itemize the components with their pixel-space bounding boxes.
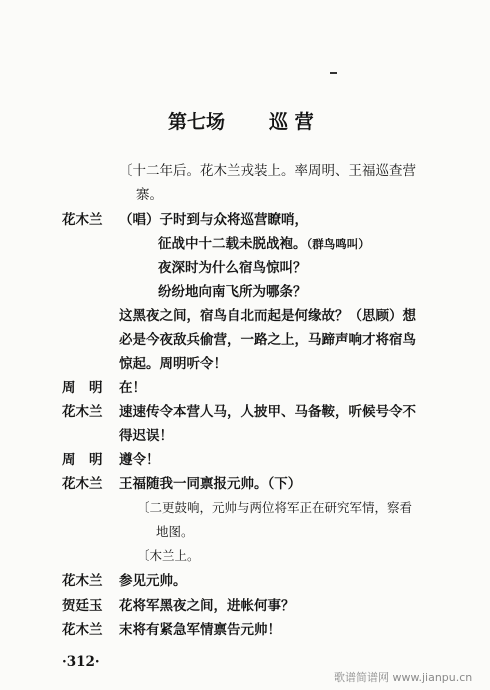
speaker: 花木兰 [62,476,103,492]
dialogue-line: 遵令！ [119,452,160,468]
dialogue-line: 这黑夜之间，宿鸟自北而起是何缘故？（思顾）想 [119,308,416,324]
song-text: 征战中十二载未脱战袍。 [158,236,307,252]
dialogue-line: （唱）子时到与众将巡营瞭哨， [119,212,308,228]
stage-direction-cont: 地图。 [156,524,194,539]
speaker: 贺廷玉 [62,598,103,614]
dialogue-line: 王福随我一同禀报元帅。（下） [119,476,302,492]
dialogue-line: 花将军黑夜之间，进帐何事？ [119,598,295,614]
dialogue-line: 惊起。周明听令！ [119,356,227,372]
dialogue-line: 必是今夜敌兵偷营，一路之上，马蹄声响才将宿鸟 [119,332,416,348]
page-number: ·312· [62,654,100,670]
stage-direction-cont: 寨。 [136,187,163,203]
song-line: 夜深时为什么宿鸟惊叫？ [158,260,307,276]
stage-direction: 〔十二年后。花木兰戎装上。率周明、王福巡查营 [119,163,416,179]
stage-direction: 〔二更鼓响，元帅与两位将军正在研究军情，察看 [137,500,413,515]
dialogue-line: 得迟误！ [119,428,173,444]
speaker: 周 明 [62,452,103,468]
song-line [158,235,370,253]
stage-note: （群鸟鸣叫） [306,237,370,251]
song-line: 纷纷地向南飞所为哪条？ [158,284,307,300]
dialogue-line: 速速传令本营人马，人披甲、马备鞍，听候号令不 [119,404,416,420]
corner-mark [330,72,337,74]
scene-number: 第七场 [168,111,226,133]
scene-heading [168,107,314,134]
scene-title: 巡 营 [269,111,314,133]
speaker: 花木兰 [62,212,103,228]
dialogue-line: 末将有紧急军情禀告元帅！ [119,622,281,638]
speaker: 花木兰 [62,404,103,420]
speaker: 花木兰 [62,573,103,589]
dialogue-line: 在！ [119,380,146,396]
stage-direction: 〔木兰上。 [137,548,200,563]
dialogue-line: 参见元帅。 [119,573,187,589]
speaker: 周 明 [62,380,103,396]
speaker: 花木兰 [62,622,103,638]
watermark: 歌谱简谱网 www.jianpu.cn [334,671,473,684]
